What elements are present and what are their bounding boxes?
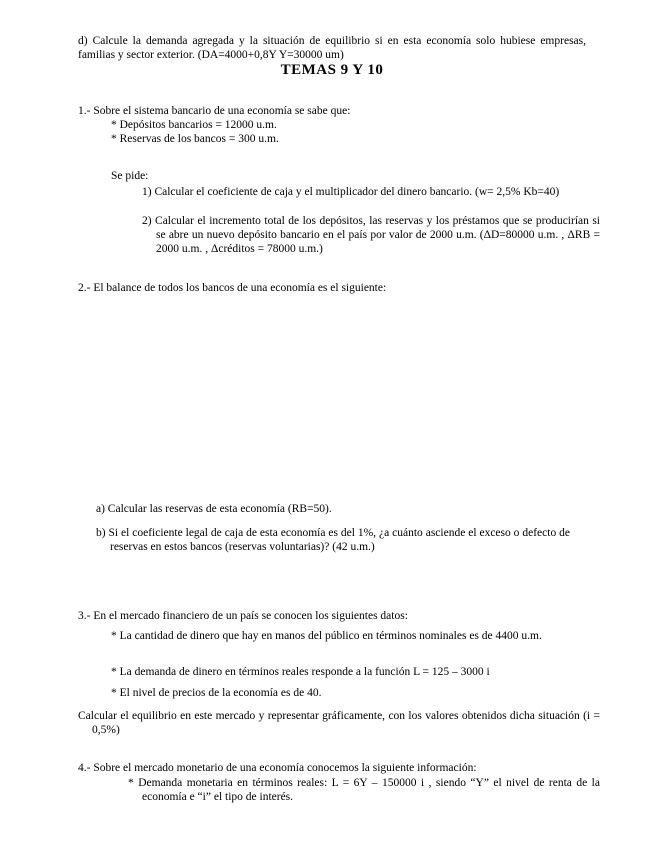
q3-fact-money-demand: * La demanda de dinero en términos reales responde a la función L = 125 – 3000 i bbox=[111, 666, 490, 678]
page-title: TEMAS 9 Y 10 bbox=[280, 62, 384, 78]
q3-heading: 3.- En el mercado financiero de un país se conocen los siguientes datos: bbox=[78, 610, 408, 622]
q2-item-a: a) Calcular las reservas de esta economía (RB=50). bbox=[96, 503, 332, 515]
part-d-paragraph: d) Calcule la demanda agregada y la situación de equilibrio si en esta economía solo hubiese empresas, familias y sector exterior. (DA=4000+0,8Y Y=30000 um) bbox=[78, 35, 586, 61]
balance-table-area bbox=[78, 300, 586, 490]
q4-heading: 4.- Sobre el mercado monetario de una economía conocemos la siguiente información: bbox=[78, 762, 477, 774]
q3-conclusion: Calcular el equilibrio en este mercado y representar gráficamente, con los valores obtenidos dicha situación (i = 0,5%) bbox=[78, 710, 600, 736]
q1-item-1: 1) Calcular el coeficiente de caja y el multiplicador del dinero bancario. (w= 2,5% Kb=40) bbox=[142, 186, 560, 198]
q1-fact-reserves: * Reservas de los bancos = 300 u.m. bbox=[111, 133, 279, 145]
q4-fact-demand: * Demanda monetaria en términos reales: L = 6Y – 150000 i , siendo “Y” el nivel de renta de la economía e “i” el tipo de interés. bbox=[128, 777, 600, 803]
q1-se-pide: Se pide: bbox=[111, 170, 149, 182]
q2-heading: 2.- El balance de todos los bancos de una economía es el siguiente: bbox=[78, 282, 387, 294]
q2-item-b: b) Si el coeficiente legal de caja de esta economía es del 1%, ¿a cuánto asciende el exceso o defecto de reservas en estos bancos (reservas voluntarias)? (42 u.m.) bbox=[96, 527, 570, 553]
q1-fact-deposits: * Depósitos bancarios = 12000 u.m. bbox=[111, 119, 277, 131]
q3-fact-price-level: * El nivel de precios de la economía es de 40. bbox=[111, 687, 322, 699]
q1-item-2: 2) Calcular el incremento total de los depósitos, las reservas y los préstamos que se producirían si se abre un nuevo depósito bancario en el país por valor de 2000 u.m. (ΔD=80000 u.m. , ΔRB = 2000 u.m. , Δcréditos = 78000 u.m.) bbox=[142, 215, 600, 255]
q1-heading: 1.- Sobre el sistema bancario de una economía se sabe que: bbox=[78, 105, 351, 117]
q3-fact-money-supply: * La cantidad de dinero que hay en manos del público en términos nominales es de 4400 u.m. bbox=[111, 630, 542, 642]
